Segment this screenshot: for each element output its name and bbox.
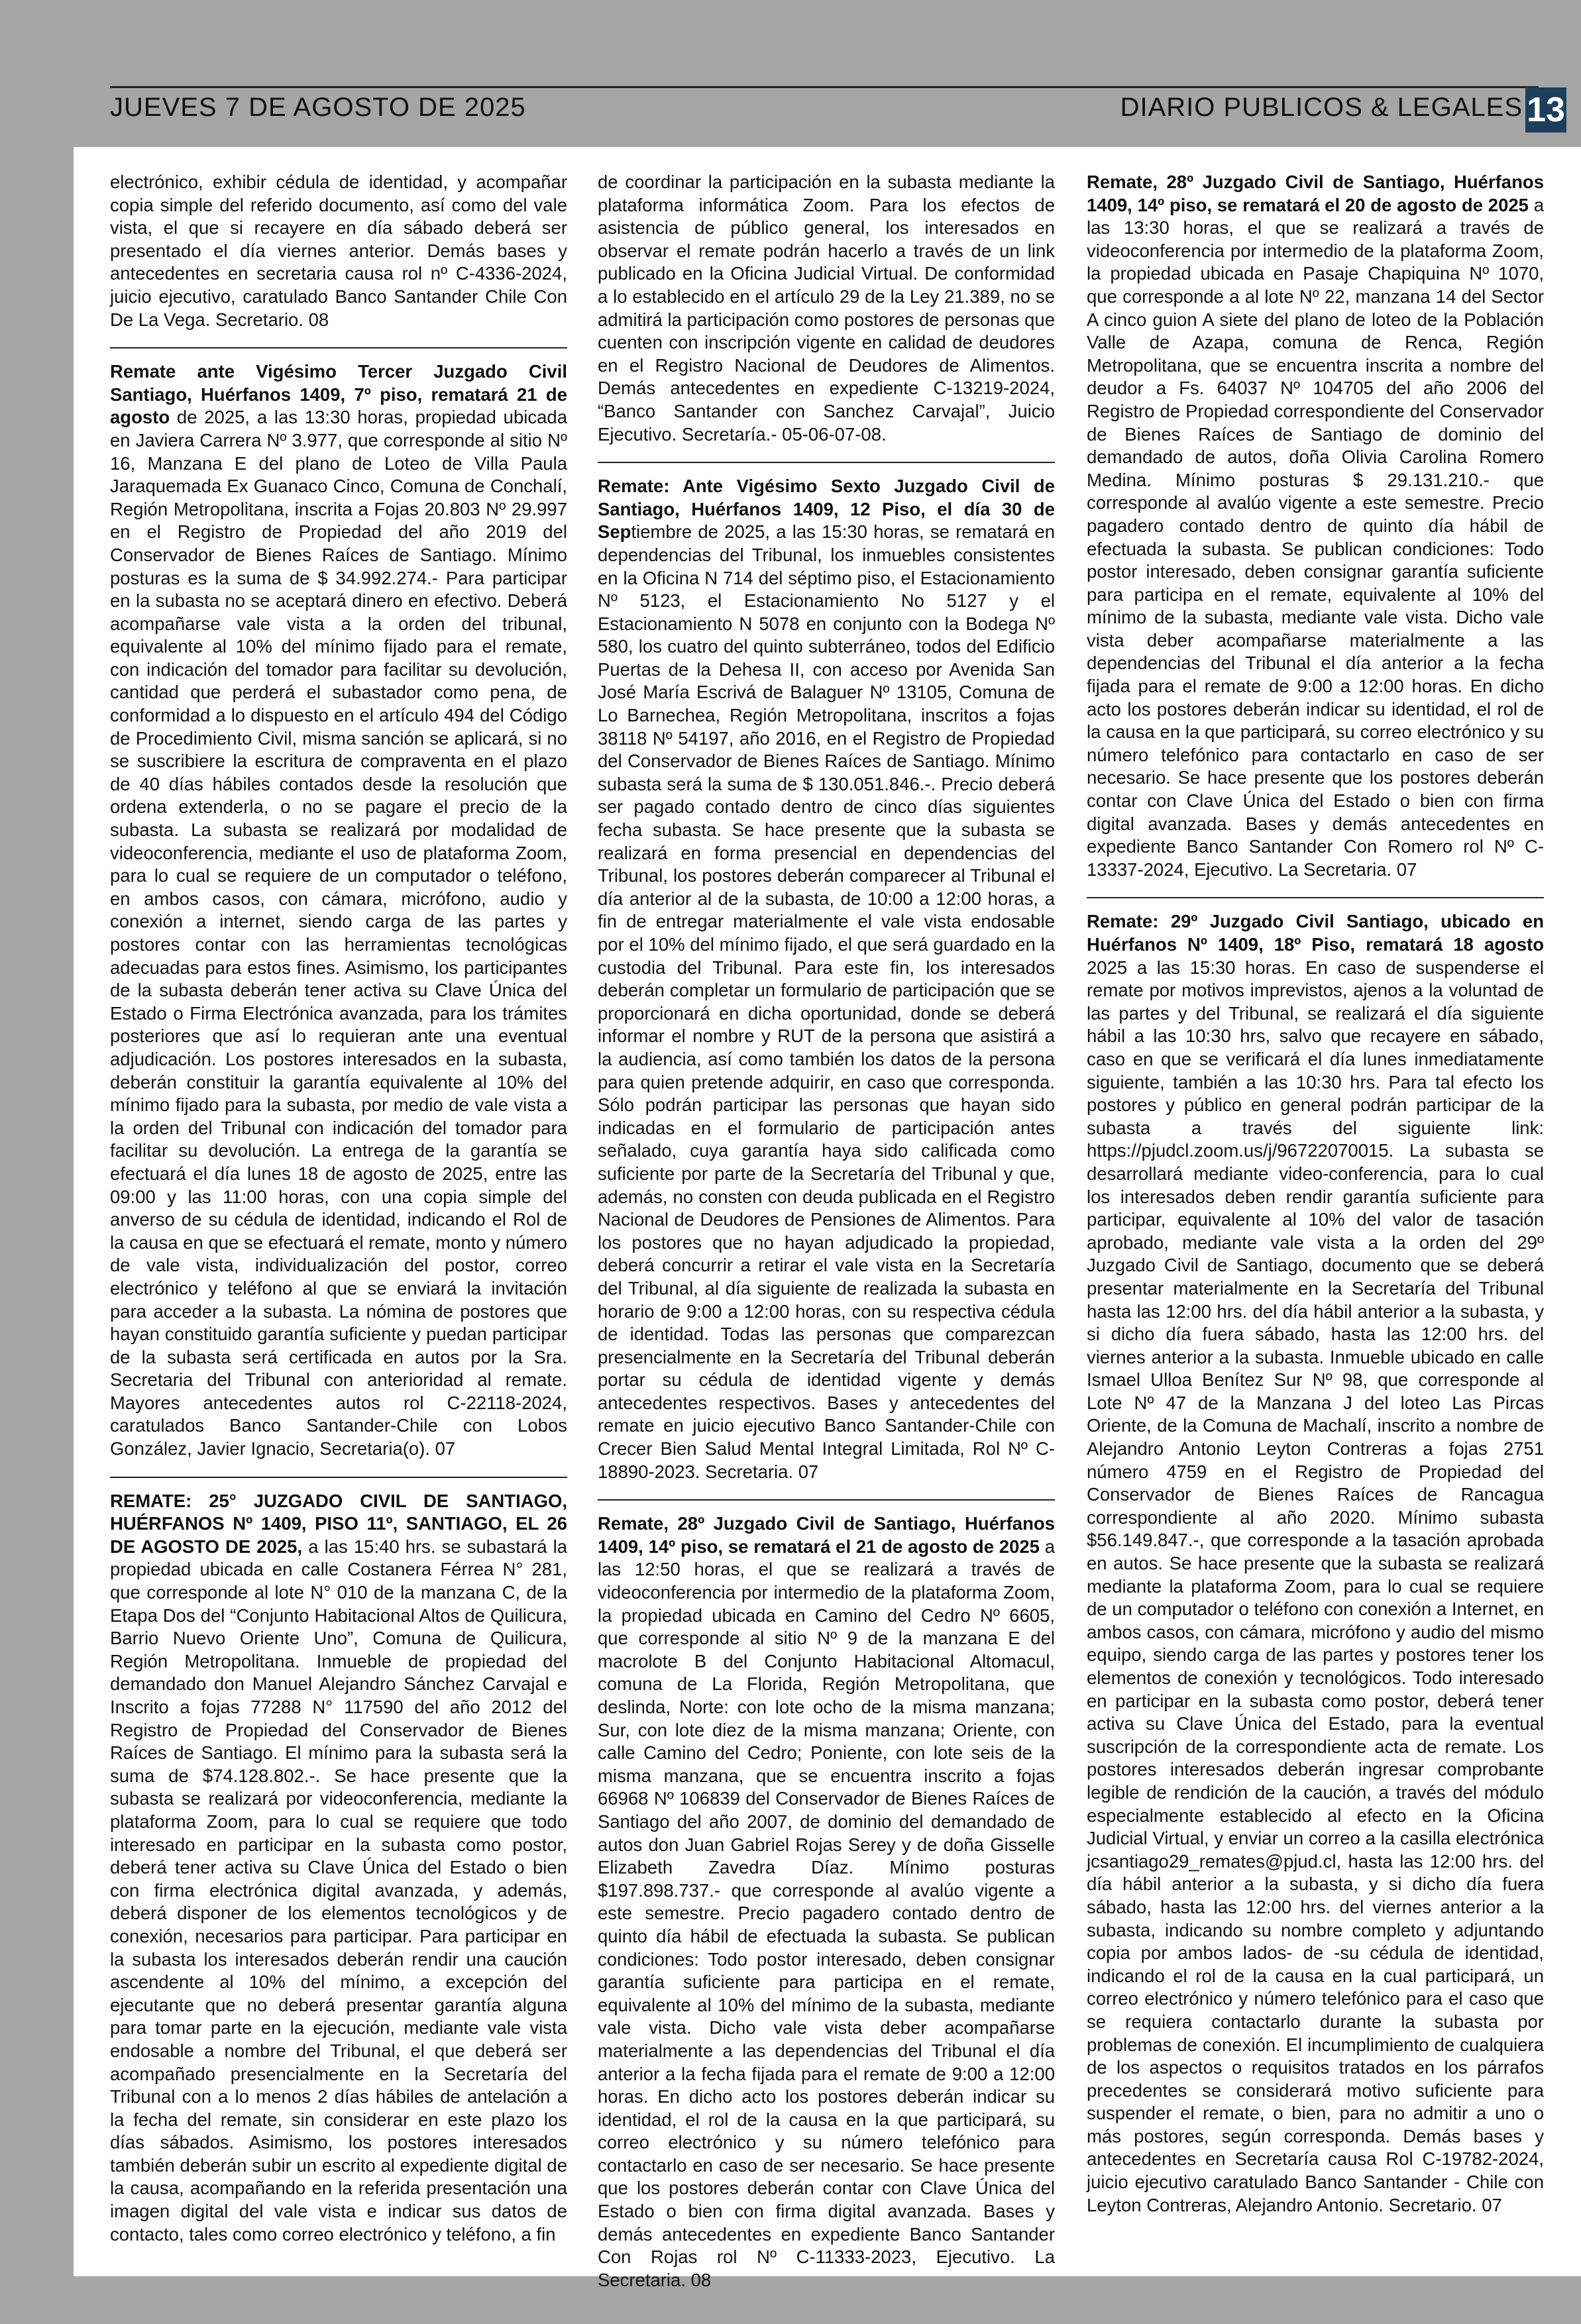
legal-notice [110,1477,567,2250]
notice-body: a las 15:40 hrs. se subastará la propiedad ubicada en calle Costanera Férrea N° 281, que corresponde al lote N° 010 de la manzana C, de la Etapa Dos del “Conjunto Habitacional Altos de Quilicura, Barrio Nuevo Oriente Uno”, Comuna de Quilicura, Región Metropolitana. Inmueble de propiedad del demandado don Manuel Alejandro Sánchez Carvajal e Inscrito a fojas 77288 N° 117590 del año 2012 del Registro de Propiedad del Conservador de Bienes Raíces de Santiago. El mínimo para la subasta será la suma de $74.128.802.-. Se hace presente que la subasta se realizará por videoconferencia, mediante la plataforma Zoom, para lo cual se requiere que todo interesado en participar en la subasta como postor, deberá tener activa su Clave Única del Estado o bien con firma electrónica digital avanzada, y además, deberá disponer de los elementos tecnológicos y de conexión, necesarios para participar. Para participar en la subasta los interesados deberán rendir una caución ascendente al 10% del mínimo, a excepción del ejecutante que no deberá presentar garantía alguna para tomar parte en la ejecución, mediante vale vista endosable a nombre del Tribunal, el que deberá ser acompañado presencialmente en la Secretaría del Tribunal con a lo menos 2 días hábiles de antelación a la fecha del remate, sin considerar en este plazo los días sábados. Asimismo, los postores interesados también deberán subir un escrito al expediente digital de la causa, acompañando en la referida presentación una imagen digital del vale vista e indicar sus datos de contacto, tales como correo electrónico y teléfono, a fin [110,1536,568,2245]
column-2 [598,171,1055,2296]
publication-title: DIARIO PUBLICOS & LEGALES [1120,93,1523,122]
legal-notice [598,171,1055,450]
issue-date: JUEVES 7 DE AGOSTO DE 2025 [110,93,526,122]
notice-body: 2025 a las 15:30 horas. En caso de suspenderse el remate por motivos imprevistos, ajenos a la voluntad de las partes y del Tribunal, se realizará el día siguiente hábil a las 10:30 hrs, salvo que recayere en sábado, caso en que se verificará el día lunes inmediatamente siguiente, también a las 10:30 hrs. Para tal efecto los postores y público en general podrán participar de la subasta a través del siguiente link: https://pjudcl.zoom.us/j/96722070015. La subasta se desarrollará mediante video-conferencia, para lo cual los interesados deben rendir garantía suficiente para participar, equivalente al 10% del valor de tasación aprobado, mediante vale vista a la orden del 29º Juzgado Civil de Santiago, documento que se deberá presentar materialmente en la Secretaría del Tribunal hasta las 12:00 hrs. del día hábil anterior a la subasta, y si dicho día fuera sábado, hasta las 12:00 hrs. del viernes anterior a la subasta. Inmueble ubicado en calle Ismael Ulloa Benítez Sur Nº 98, que corresponde al Lote Nº 47 de la Manzana J del loteo Las Pircas Oriente, de la Comuna de Machalí, inscrito a nombre de Alejandro Antonio Leyton Contreras a fojas 2751 número 4759 en el Registro de Propiedad del Conservador de Bienes Raíces de Rancagua correspondiente al año 2020. Mínimo subasta $56.149.847.-, que corresponde a la tasación aprobada en autos. Se hace presente que la subasta se realizará mediante la plataforma Zoom, para lo cual se requiere de un computador o teléfono con conexión a Internet, en ambos casos, con cámara, micrófono y audio del mismo equipo, siendo carga de las partes y postores tener los elementos de conexión y tecnológicos. Todo interesado en participar en la subasta como postor, deberá tener activa su Clave Única del Estado, para la eventual suscripción de la correspondiente acta de remate. Los postores interesados deberán ingresar comprobante legible de rendición de la caución, a través del módulo especialmente establecido al efecto en la Oficina Judicial Virtual, y enviar un correo a la casilla electrónica jcsantiago29_remates@pjud.cl, hasta las 12:00 hrs. del día hábil anterior a la subasta, y si dicho día fuera sábado, hasta las 12:00 hrs. del viernes anterior a la subasta, indicando su nombre completo y adjuntando copia por ambos lados- de -su cédula de identidad, indicando el rol de la causa en la cual participará, un correo electrónico y número telefónico para el caso que se requiera contactarlo durante la subasta por problemas de conexión. El incumplimiento de cualquiera de los aspectos o requisitos tratados en los párrafos precedentes se considerará motivo suficiente para suspender el remate, o bien, para no admitir a uno o más postores, según corresponda. Demás bases y antecedentes en Secretaría causa Rol C-19782-2024, juicio ejecutivo caratulado Banco Santander - Chile con Leyton Contreras, Alejandro Antonio. Secretario. 07 [1087,957,1544,2215]
notice-lead: Remate ante Vigésimo Tercer Juzgado Civil Santiago, Huérfanos 1409, 7º piso, rematará 21 de agosto [110,361,567,428]
column-1 [110,171,567,2250]
legal-notice [598,1499,1055,2296]
notice-body: electrónico, exhibir cédula de identidad, y acompañar copia simple del referido documento, así como del vale vista, el que si recayere en día sábado deberá ser presentado el día viernes anterior. Demás bases y antecedentes en secretaria causa rol nº C-4336-2024, juicio ejecutivo, caratulado Banco Santander Chile Con De La Vega. Secretario. 08 [110,172,567,330]
notice-body: a las 13:30 horas, el que se realizará a través de videoconferencia por intermedio de la plataforma Zoom, la propiedad ubicada en Pasaje Chapiquina Nº 1070, que corresponde a al lote Nº 22, manzana 14 del Sector A cinco guion A siete del plano de loteo de la Población Valle de Azapa, comuna de Renca, Región Metropolitana, que se encuentra inscrita a nombre del deudor a Fs. 64037 Nº 104705 del año 2006 del Registro de Propiedad correspondiente del Conservador de Bienes Raíces de Santiago de dominio del demandado de autos, doña Olivia Carolina Romero Medina. Mínimo posturas $ 29.131.210.- que corresponde al avalúo vigente a este semestre. Precio pagadero contado dentro de quinto día hábil de efectuada la subasta. Se publican condiciones: Todo postor interesado, deben consignar garantía suficiente para participa en el remate, equivalente al 10% del mínimo de la subasta, mediante vale vista. Dicho vale vista deber acompañarse materialmente a las dependencias del Tribunal el día anterior a la fecha fijada para el remate de 9:00 a 12:00 horas. En dicho acto los postores deberán indicar su identidad, el rol de la causa en la que participará, su correo electrónico y su número telefónico para contactarlo en caso de ser necesario. Se hace presente que los postores deberán contar con Clave Única del Estado o bien con firma digital avanzada. Bases y demás antecedentes en expediente Banco Santander Con Romero rol Nº C-13337-2024, Ejecutivo. La Secretaria. 07 [1087,194,1544,880]
notice-lead: Remate: Ante Vigésimo Sexto Juzgado Civil de Santiago, Huérfanos 1409, 12 Piso, el día 30 de Sep [598,476,1055,543]
notice-lead: Remate, 28º Juzgado Civil de Santiago, Huérfanos 1409, 14º piso, se rematará el 21 de agosto de 2025 [598,1513,1055,1557]
legal-notice [1087,897,1544,2221]
legal-notice [598,462,1055,1487]
notice-lead: Remate: 29º Juzgado Civil Santiago, ubicado en Huérfanos Nº 1409, 18º Piso, rematará 18 agosto [1087,911,1544,955]
notice-body: tiembre de 2025, a las 15:30 horas, se rematará en dependencias del Tribunal, los inmuebles consistentes en la Oficina N 714 del séptimo piso, el Estacionamiento Nº 5123, el Estacionamiento No 5127 y el Estacionamiento N 5078 en conjunto con la Bodega Nº 580, los cuatro del quinto subterráneo, todos del Edificio Puertas de la Dehesa II, con acceso por Avenida San José María Escrivá de Balaguer Nº 13105, Comuna de Lo Barnechea, Región Metropolitana, inscritos a fojas 38118 Nº 54197, año 2016, en el Registro de Propiedad del Conservador de Bienes Raíces de Santiago. Mínimo subasta será la suma de $ 130.051.846.-. Precio deberá ser pagado contado dentro de cinco días siguientes fecha subasta. Se hace presente que la subasta se realizará en forma presencial en dependencias del Tribunal, los postores deberán comparecer al Tribunal el día anterior al de la subasta, de 10:00 a 12:00 horas, a fin de entregar materialmente el vale vista endosable por el 10% del mínimo fijado, el que será guardado en la custodia del Tribunal. Para este fin, los interesados deberán completar un formulario de participación que se proporcionará en dicha oportunidad, donde se deberá informar el nombre y RUT de la persona que asistirá a la audiencia, así como también los datos de la persona para quien pretende adquirir, en caso que corresponda. Sólo podrán participar las personas que hayan sido indicadas en el formulario de participación antes señalado, cuya garantía haya sido calificada como suficiente por parte de la Secretaría del Tribunal y que, además, no consten con deuda publicada en el Registro Nacional de Deudores de Pensiones de Alimentos. Para los postores que no hayan adjudicado la propiedad, deberá concurrir a retirar el vale vista en la Secretaría del Tribunal, al día siguiente de realizada la subasta en horario de 9:00 a 12:00 horas, con su respectiva cédula de identidad. Todas las personas que comparezcan presencialmente en la Secretaría del Tribunal deberán portar su cédula de identidad vigente y demás antecedentes respectivos. Bases y antecedentes del remate en juicio ejecutivo Banco Santander-Chile con Crecer Bien Salud Mental Integral Limitada, Rol Nº C-18890-2023. Secretaria. 07 [598,521,1055,1482]
notice-lead: REMATE: 25° JUZGADO CIVIL DE SANTIAGO, HUÉRFANOS Nº 1409, PISO 11º, SANTIAGO, EL 26 DE AGOSTO DE 2025, [110,1490,567,1557]
notice-lead: Remate, 28º Juzgado Civil de Santiago, Huérfanos 1409, 14º piso, se rematará el 20 de agosto de 2025 [1087,172,1544,215]
notice-body: de coordinar la participación en la subasta mediante la plataforma informática Zoom. Para los efectos de asistencia de público general, los interesados en observar el remate podrán hacerlo a través de un link publicado en la Oficina Judicial Virtual. De conformidad a lo establecido en el artículo 29 de la Ley 21.389, no se admitirá la participación como postores de personas que cuenten con inscripción vigente en calidad de deudores en el Registro Nacional de Deudores de Alimentos. Demás antecedentes en expediente C-13219-2024, “Banco Santander con Sanchez Carvajal”, Juicio Ejecutivo. Secretaría.- 05-06-07-08. [598,172,1055,445]
legal-notice [1087,171,1544,885]
page-number: 13 [1525,87,1566,132]
legal-notice [110,347,567,1465]
column-3 [1087,171,1544,2221]
notice-body: a las 12:50 horas, el que se realizará a través de videoconferencia por intermedio de la plataforma Zoom, la propiedad ubicada en Camino del Cedro Nº 6605, que corresponde al sitio Nº 9 de la manzana E del macrolote B del Conjunto Habitacional Altomacul, comuna de La Florida, Región Metropolitana, que deslinda, Norte: con lote ocho de la misma manzana; Sur, con lote diez de la misma manzana; Oriente, con calle Camino del Cedro; Poniente, con lote seis de la misma manzana, que se encuentra inscrito a fojas 66968 Nº 106839 del Conservador de Bienes Raíces de Santiago del año 2007, de dominio del demandado de autos don Juan Gabriel Rojas Serey y de doña Gisselle Elizabeth Zavedra Díaz. Mínimo posturas $197.898.737.- que corresponde al avalúo vigente a este semestre. Precio pagadero contado dentro de quinto día hábil de efectuada la subasta. Se publican condiciones: Todo postor interesado, deben consignar garantía suficiente para participa en el remate, equivalente al 10% del mínimo de la subasta, mediante vale vista. Dicho vale vista deber acompañarse materialmente a las dependencias del Tribunal el día anterior a la fecha fijada para el remate de 9:00 a 12:00 horas. En dicho acto los postores deberán indicar su identidad, el rol de la causa en la que participará, su correo electrónico y su número telefónico para contactarlo en caso de ser necesario. Se hace presente que los postores deberán contar con Clave Única del Estado o bien con firma digital avanzada. Bases y demás antecedentes en expediente Banco Santander Con Rojas rol Nº C-11333-2023, Ejecutivo. La Secretaria. 08 [598,1536,1055,2290]
legal-notice [110,171,567,335]
page-header [110,87,1581,134]
notice-body: de 2025, a las 13:30 horas, propiedad ubicada en Javiera Carrera Nº 3.977, que corresponde al sitio Nº 16, Manzana E del plano de Loteo de Villa Paula Jaraquemada Ex Guanaco Cinco, Comuna de Conchalí, Región Metropolitana, inscrita a Fojas 20.803 Nº 29.997 en el Registro de Propiedad del año 2019 del Conservador de Bienes Raíces de Santiago. Mínimo posturas es la suma de $ 34.992.274.- Para participar en la subasta no se aceptará dinero en efectivo. Deberá acompañarse vale vista a la orden del tribunal, equivalente al 10% del mínimo fijado para el remate, con indicación del tomador para facilitar su devolución, cantidad que perderá el subastador como pena, de conformidad a lo dispuesto en el artículo 494 del Código de Procedimiento Civil, misma sanción se aplicará, si no se suscribiere la escritura de compraventa en el plazo de 40 días hábiles contados desde la resolución que ordena extenderla, o no se pagare el precio de la subasta. La subasta se realizará por modalidad de videoconferencia, mediante el uso de plataforma Zoom, para lo cual se requiere de un computador o teléfono, en ambos casos, con cámara, micrófono, audio y conexión a internet, siendo carga de las partes y postores contar con las herramientas tecnológicas adecuadas para estos fines. Asimismo, los participantes de la subasta deberán tener activa su Clave Única del Estado o Firma Electrónica avanzada, para los trámites posteriores que así lo requieran ante una eventual adjudicación. Los postores interesados en la subasta, deberán constituir la garantía equivalente al 10% del mínimo fijado para la subasta, por medio de vale vista a la orden del Tribunal con indicación del tomador para facilitar su devolución. La entrega de la garantía se efectuará el día lunes 18 de agosto de 2025, entre las 09:00 y las 11:00 horas, con una copia simple del anverso de su cédula de identidad, indicando el Rol de la causa en que se efectuará el remate, monto y número de vale vista, individualización del postor, correo electrónico y teléfono al que se enviará la invitación para acceder a la subasta. La nómina de postores que hayan constituido garantía suficiente y puedan participar de la subasta será certificada en autos por la Sra. Secretaria del Tribunal con anterioridad al remate. Mayores antecedentes autos rol C-22118-2024, caratulados Banco Santander-Chile con Lobos González, Javier Ignacio, Secretaria(o). 07 [110,407,567,1459]
